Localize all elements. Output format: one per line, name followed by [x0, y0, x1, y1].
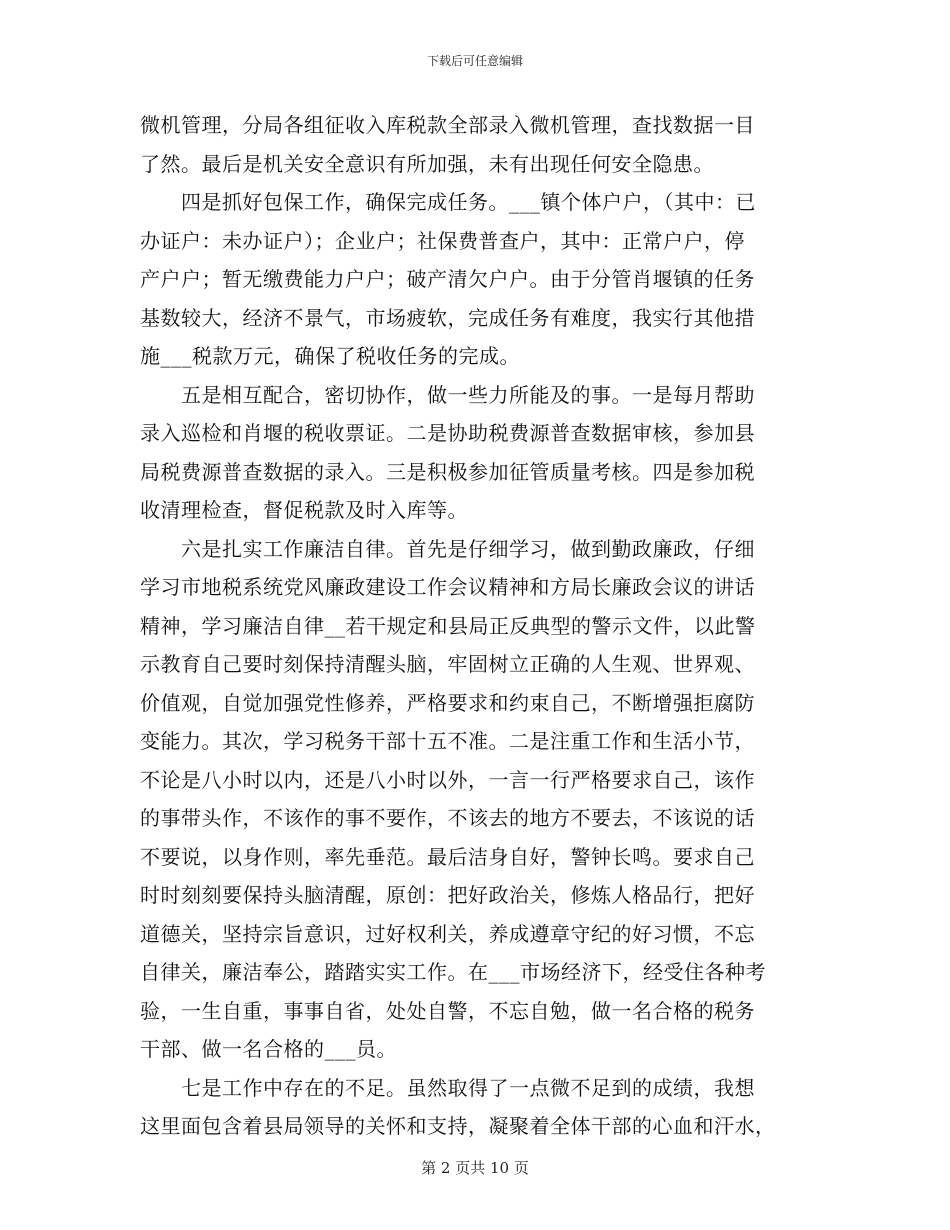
text-line: 产户户；暂无缴费能力户户；破产清欠户户。由于分管肖堰镇的任务	[140, 267, 755, 291]
text-line: 这里面包含着县局领导的关怀和支持，凝聚着全体干部的心血和汗水，	[140, 1114, 776, 1138]
page-footer: 第 2 页共 10 页	[421, 1159, 529, 1177]
text-line: 干部、做一名合格的___员。	[140, 1037, 397, 1061]
text-line: 不要说，以身作则，率先垂范。最后洁身自好，警钟长鸣。要求自己	[140, 844, 755, 869]
text-line: 变能力。其次，学习税务干部十五不准。二是注重工作和生活小节，	[140, 729, 755, 753]
text-line: 价值观，自觉加强党性修养，严格要求和约束自己，不断增强拒腐防	[140, 690, 755, 715]
text-line: 道德关，坚持宗旨意识，过好权利关，养成遵章守纪的好习惯，不忘	[140, 921, 755, 946]
text-line: 局税费源普查数据的录入。三是积极参加征管质量考核。四是参加税	[140, 459, 755, 484]
text-line: 精神，学习廉洁自律__若干规定和县局正反典型的警示文件，以此警	[140, 613, 756, 638]
text-line: 七是工作中存在的不足。虽然取得了一点微不足到的成绩，我想	[140, 1075, 755, 1100]
text-line: 示教育自己要时刻保持清醒头脑，牢固树立正确的人生观、世界观、	[140, 652, 755, 676]
text-line: 基数较大，经济不景气，市场疲软，完成任务有难度，我实行其他措	[140, 305, 755, 330]
text-line: 了然。最后是机关安全意识有所加强，未有出现任何安全隐患。	[140, 151, 714, 176]
text-line: 的事带头作，不该作的事不要作，不该去的地方不要去，不该说的话	[140, 806, 755, 830]
text-line: 不论是八小时以内，还是八小时以外，一言一行严格要求自己，该作	[140, 767, 755, 792]
text-line: 时时刻刻要保持头脑清醒，原创：把好政治关，修炼人格品行，把好	[140, 883, 755, 907]
text-line: 微机管理，分局各组征收入库税款全部录入微机管理，查找数据一目	[140, 113, 755, 137]
text-line: 收清理检查，督促税款及时入库等。	[140, 498, 468, 522]
text-line: 施___税款万元，确保了税收任务的完成。	[140, 344, 520, 368]
text-line: 录入巡检和肖堰的税收票证。二是协助税费源普查数据审核，参加县	[140, 421, 755, 445]
page-header: 下载后可任意编辑	[426, 54, 523, 68]
text-line: 验，一生自重，事事自省，处处自警，不忘自勉，做一名合格的税务	[140, 998, 755, 1023]
text-line: 自律关，廉洁奉公，踏踏实实工作。在___市场经济下，经受住各种考	[140, 960, 766, 984]
text-line: 四是抓好包保工作，确保完成任务。___镇个体户户，（其中：已	[140, 190, 756, 214]
text-line: 办证户：未办证户）；企业户；社保费普查户，其中：正常户户，停	[140, 228, 745, 253]
document-body	[140, 106, 815, 1146]
text-line: 学习市地税系统党风廉政建设工作会议精神和方局长廉政会议的讲话	[140, 575, 755, 599]
text-line: 六是扎实工作廉洁自律。首先是仔细学习，做到勤政廉政，仔细	[140, 536, 755, 561]
text-line: 五是相互配合，密切协作，做一些力所能及的事。一是每月帮助	[140, 382, 755, 407]
